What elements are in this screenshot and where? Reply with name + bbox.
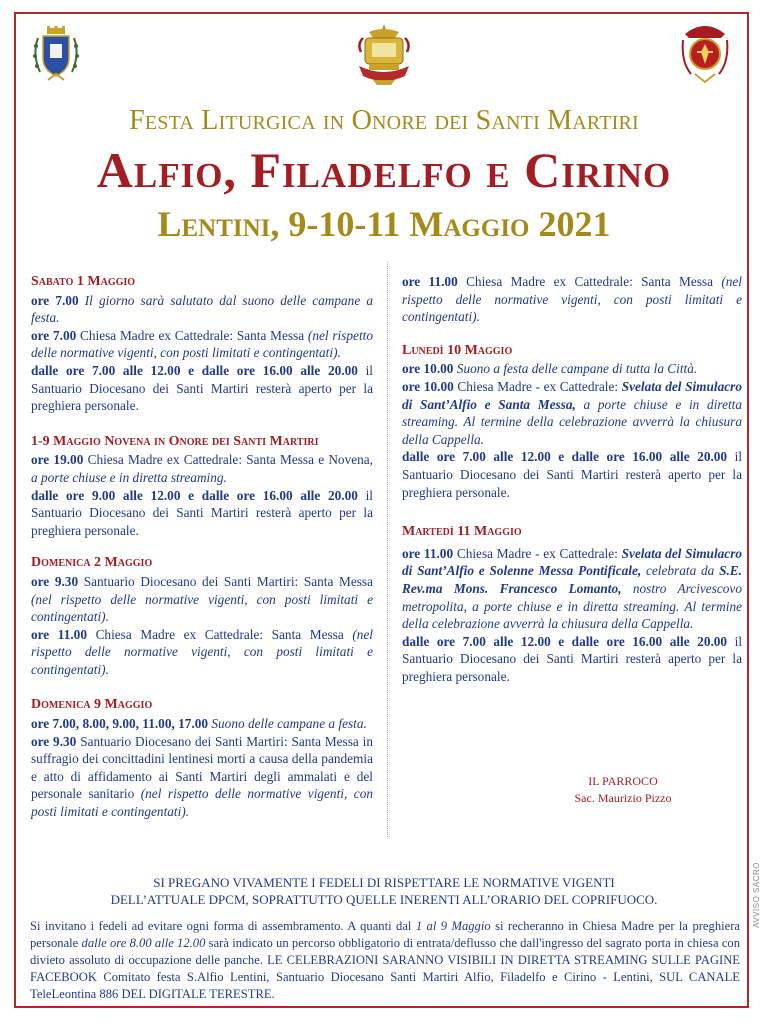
- section-continued: [402, 273, 742, 326]
- program-item: [402, 633, 742, 686]
- item-time: ore 7.00: [31, 327, 77, 343]
- item-time: dalle ore 7.00 alle 12.00 e dalle ore 16.00 alle 20.00: [402, 633, 728, 649]
- item-celebrant: S.E. Rev.ma Mons. Francesco Lomanto,: [402, 563, 742, 596]
- program-item: [402, 273, 742, 326]
- item-note: nostro Arcivescovo metropolita, a porte chiuse e in diretta streaming. Al termine della celebrazione avverrà la chiusura della Cappella.: [402, 580, 742, 632]
- program-item: [31, 573, 373, 626]
- side-label: AVVISO SACRO: [752, 862, 761, 928]
- section-novena: [31, 433, 373, 540]
- item-text: il Santuario Diocesano dei Santi Martiri resterà aperto per la preghiera personale.: [31, 487, 373, 538]
- item-time: ore 9.30: [31, 733, 77, 749]
- item-highlight: Svelata del Simulacro di Sant’Alfio e Solenne Messa Pontificale,: [402, 545, 743, 579]
- item-text: Chiesa Madre ex Cattedrale: Santa Messa: [95, 626, 344, 642]
- section-sabato-1: [31, 273, 373, 415]
- item-text-mid: celebrata da: [646, 563, 715, 579]
- section-heading: Lunedì 10 Maggio: [402, 342, 513, 358]
- program-item: [31, 327, 373, 362]
- program-item: [402, 545, 742, 633]
- signature-role: IL PARROCO: [588, 774, 658, 788]
- item-text: il Santuario Diocesano dei Santi Martiri resterà aperto per la preghiera personale.: [31, 362, 373, 414]
- item-text: Chiesa Madre - ex Cattedrale:: [456, 545, 618, 561]
- program-item: [31, 362, 373, 415]
- item-note: (nel rispetto delle normative vigenti, con posti limitati e contingentati).: [402, 274, 742, 325]
- item-text: Chiesa Madre - ex Cattedrale:: [457, 378, 619, 394]
- section-domenica-9: [31, 696, 373, 820]
- program-item: [31, 451, 373, 486]
- column-divider: [387, 262, 388, 837]
- item-time: dalle ore 7.00 alle 12.00 e dalle ore 16.00 alle 20.00: [31, 362, 358, 378]
- section-lunedi-10: [402, 342, 742, 501]
- item-time: ore 11.00: [402, 274, 458, 289]
- footer-paragraph: [30, 918, 740, 1003]
- section-heading: Domenica 9 Maggio: [31, 697, 153, 713]
- program-item: [31, 733, 373, 821]
- item-time: ore 11.00: [402, 545, 454, 561]
- item-note: (nel rispetto delle normative vigenti, con posti limitati e contingentati).: [31, 591, 373, 625]
- title-line-1: Festa Liturgica in Onore dei Santi Martiri: [129, 105, 639, 136]
- item-text: Chiesa Madre ex Cattedrale: Santa Messa: [80, 327, 305, 343]
- item-time: ore 11.00: [31, 626, 87, 642]
- item-text: il Santuario Diocesano dei Santi Martiri resterà aperto per la preghiera personale.: [402, 633, 743, 684]
- item-text: il Santuario Diocesano dei Santi Martiri resterà aperto per la preghiera personale.: [402, 449, 743, 500]
- footer-text-2: si recheranno in Chiesa Madre per la preghiera personale: [30, 919, 740, 950]
- notice-line-1: SI PREGANO VIVAMENTE I FEDELI DI RISPETTARE LE NORMATIVE VIGENTI: [153, 875, 615, 890]
- item-time: dalle ore 7.00 alle 12.00 e dalle ore 16.00 alle 20.00: [402, 449, 728, 465]
- item-time: dalle ore 9.00 alle 12.00 e dalle ore 16.00 alle 20.00: [31, 487, 358, 503]
- item-text: Chiesa Madre ex Cattedrale: Santa Messa e Novena,: [87, 452, 374, 468]
- item-note: a porte chiuse e in diretta streaming.: [31, 469, 227, 485]
- title-line-3: Lentini, 9-10-11 Maggio 2021: [157, 204, 611, 244]
- section-heading: Sabato 1 Maggio: [31, 274, 136, 289]
- item-time: ore 10.00: [402, 378, 454, 394]
- item-text: Suono delle campane a festa.: [211, 716, 367, 732]
- program-item: [31, 292, 373, 327]
- diocese-crest-icon: [681, 22, 729, 86]
- item-text: Santuario Diocesano dei Santi Martiri: Santa Messa: [83, 573, 373, 589]
- program-item: [402, 448, 742, 501]
- item-note: a porte chiuse e in diretta streaming. Al termine della celebrazione avverrà la chiusura della Cappella.: [402, 396, 743, 447]
- item-time: ore 19.00: [31, 452, 84, 468]
- covid-notice: [40, 874, 728, 908]
- footer-text-3: sarà indicato un percorso obbligatorio di entrata/deflusso che dall'ingresso del sagrato porta in chiesa con divieto assoluto di occupazione delle panche. LE CELEBRAZIONI SARANNO VISIBILI IN DIRETTA STREAMING SULLE PAGINE FACEBOOK Comitato festa S.Alfio Lentini, Santuario Diocesano Santi Martiri Alfio, Filadelfo e Cirino - Lentini, SUL CANALE TeleLeontina 886 DEL DIGITALE TERESTRE.: [30, 936, 741, 1001]
- signature-block: [548, 773, 698, 807]
- signature-name: Sac. Maurizio Pizzo: [574, 791, 672, 805]
- item-text: Chiesa Madre ex Cattedrale: Santa Messa: [466, 274, 713, 289]
- program-item: [402, 360, 742, 378]
- item-text: Suono a festa delle campane di tutta la Città.: [456, 361, 698, 377]
- section-domenica-2: [31, 554, 373, 678]
- footer-text-1: Si invitano i fedeli ad evitare ogni forma di assembramento. A quanti dal: [30, 919, 412, 933]
- section-heading: 1-9 Maggio Novena in Onore dei Santi Martiri: [31, 433, 319, 449]
- notice-line-2: DELL’ATTUALE DPCM, SOPRATTUTTO QUELLE INERENTI ALL’ORARIO DEL COPRIFUOCO.: [110, 892, 658, 907]
- item-text: Il giorno sarà salutato dal suono delle campane a festa.: [31, 292, 373, 326]
- section-heading: Martedì 11 Maggio: [402, 524, 522, 540]
- item-time: ore 10.00: [402, 361, 454, 377]
- item-time: ore 9.30: [31, 573, 79, 589]
- right-column: [402, 273, 742, 685]
- item-highlight: Svelata del Simulacro di Sant’Alfio e Santa Messa,: [402, 378, 742, 412]
- footer-hours: dalle ore 8.00 alle 12.00: [81, 936, 206, 950]
- item-time: ore 7.00, 8.00, 9.00, 11.00, 17.00: [31, 716, 209, 732]
- item-note: (nel rispetto delle normative vigenti, con posti limitati e contingentati).: [31, 327, 373, 361]
- program-item: [31, 626, 373, 679]
- item-note: (nel rispetto delle normative vigenti, con posti limitati e contingentati).: [31, 626, 373, 677]
- program-item: [402, 378, 742, 448]
- section-martedi-11: [402, 523, 742, 685]
- program-item: [31, 487, 373, 540]
- section-heading: Domenica 2 Maggio: [31, 555, 153, 571]
- item-note: (nel rispetto delle normative vigenti, con posti limitati e contingentati).: [31, 786, 373, 820]
- title-line-2: Alfio, Filadelfo e Cirino: [96, 142, 672, 198]
- left-column: [31, 273, 373, 821]
- program-item: [31, 715, 373, 733]
- reliquary-icon: [355, 22, 413, 88]
- item-text: Santuario Diocesano dei Santi Martiri: Santa Messa in suffragio dei concittadini lentinesi morti a causa della pandemia e atto di affidamento ai Santi Martiri degli ammalati e del personale sanitario: [31, 733, 373, 802]
- item-time: ore 7.00: [31, 292, 79, 308]
- city-crest-icon: [30, 24, 82, 88]
- footer-dates: 1 al 9 Maggio: [415, 919, 491, 933]
